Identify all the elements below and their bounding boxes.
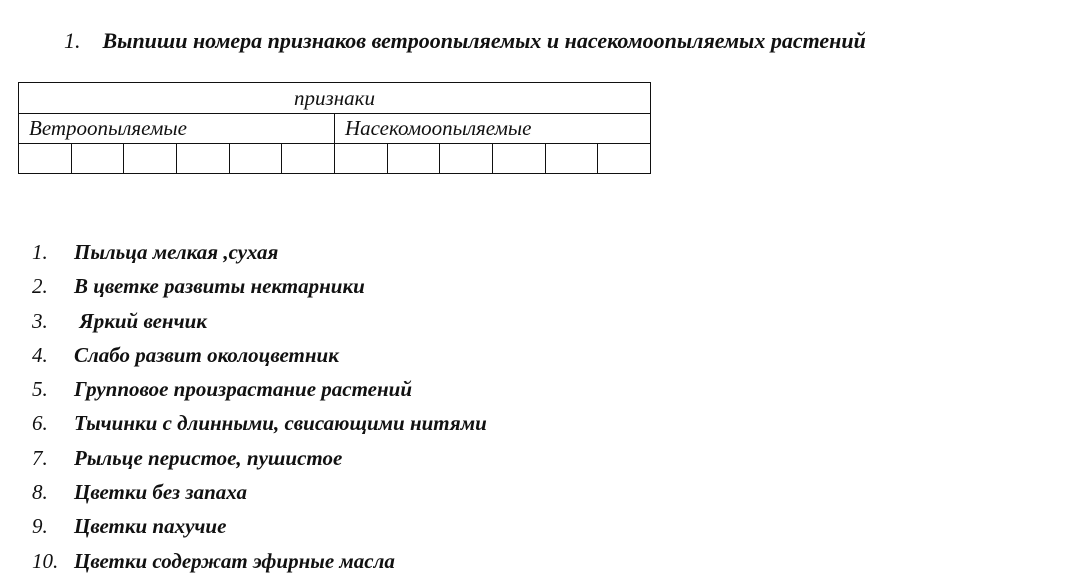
answer-cell[interactable] — [19, 144, 72, 174]
item-text: Яркий венчик — [74, 308, 207, 333]
item-number: 3. — [32, 308, 48, 333]
answer-cell[interactable] — [598, 144, 651, 174]
answer-cell[interactable] — [176, 144, 229, 174]
answer-cells-row — [19, 144, 651, 174]
list-item — [32, 304, 487, 338]
list-item — [32, 338, 487, 372]
item-number: 9. — [32, 514, 48, 539]
task-text: Выпиши номера признаков ветроопыляемых и насекомоопыляемых растений — [102, 28, 866, 53]
item-text: В цветке развиты нектарники — [74, 274, 365, 299]
item-number: 1. — [32, 240, 48, 264]
item-text: Пыльца мелкая ,сухая — [74, 240, 279, 264]
answer-cell[interactable] — [229, 144, 282, 174]
item-text: Рыльце перистое, пушистое — [74, 445, 343, 470]
item-text: Цветки содержат эфирные масла — [74, 548, 395, 573]
item-number: 6. — [32, 411, 48, 436]
task-heading — [64, 28, 866, 54]
list-item — [32, 235, 487, 269]
item-text: Тычинки с длинными, свисающими нитями — [74, 411, 487, 436]
list-item — [32, 509, 487, 543]
item-number: 5. — [32, 377, 48, 402]
item-number: 4. — [32, 342, 48, 367]
table-header: признаки — [19, 83, 651, 114]
item-text: Цветки без запаха — [74, 480, 247, 505]
answer-cell[interactable] — [545, 144, 598, 174]
answer-cell[interactable] — [387, 144, 440, 174]
answer-cell[interactable] — [440, 144, 493, 174]
answer-cell[interactable] — [124, 144, 177, 174]
column-wind: Ветроопыляемые — [19, 114, 335, 144]
list-item — [32, 441, 487, 475]
item-number: 8. — [32, 480, 48, 505]
item-number: 2. — [32, 274, 48, 299]
item-text: Слабо развит околоцветник — [74, 342, 339, 367]
answer-table — [18, 82, 651, 174]
item-number: 10. — [32, 548, 59, 573]
list-item — [32, 269, 487, 303]
answer-cell[interactable] — [282, 144, 335, 174]
item-text: Цветки пахучие — [74, 514, 227, 539]
answer-cell[interactable] — [71, 144, 124, 174]
task-number: 1. — [64, 28, 81, 53]
item-number: 7. — [32, 445, 48, 470]
features-list — [32, 235, 487, 578]
item-text: Групповое произрастание растений — [74, 377, 413, 402]
list-item — [32, 406, 487, 440]
answer-cell[interactable] — [492, 144, 545, 174]
list-item — [32, 475, 487, 509]
answer-cell[interactable] — [334, 144, 387, 174]
list-item — [32, 544, 487, 578]
list-item — [32, 372, 487, 406]
column-insect: Насекомоопыляемые — [334, 114, 650, 144]
